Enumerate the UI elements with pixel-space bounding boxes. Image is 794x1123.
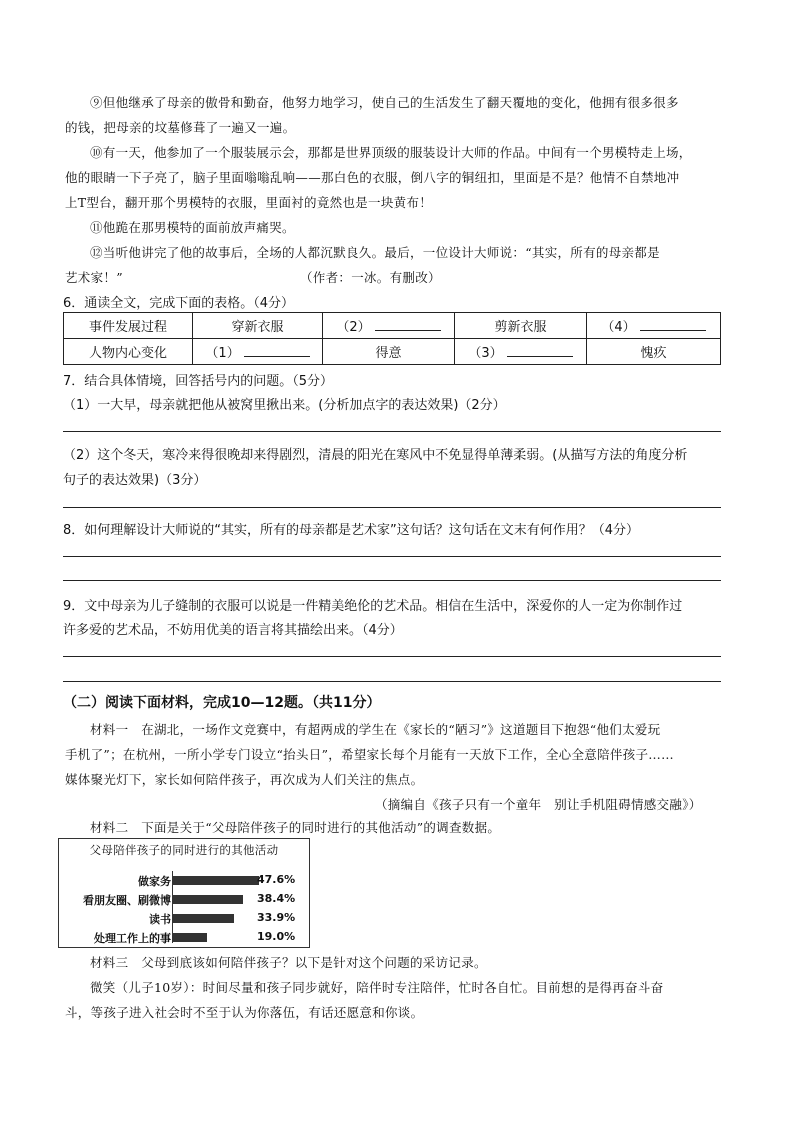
answer-line[interactable] xyxy=(63,656,721,657)
passage-p10-line3: 上T型台，翻开那个男模特的衣服，里面衬的竟然也是一块黄布！ xyxy=(65,195,433,210)
answer-blank[interactable] xyxy=(507,344,573,357)
q6-cell[interactable] xyxy=(587,313,721,339)
answer-line[interactable] xyxy=(63,681,721,682)
passage-p10-line2: 他的眼睛一下子亮了，脑子里面嗡嗡乱响——那白色的衣服，倒八字的铜纽扣，里面是不是？他情不自禁地冲 xyxy=(65,170,680,185)
material3: 材料三 父母到底该如何陪伴孩子？以下是针对这个问题的采访记录。 xyxy=(90,955,487,970)
bar xyxy=(173,876,259,885)
q6-cell: 人物内心变化 xyxy=(64,339,193,365)
material1-line3: 媒体聚光灯下，家长如何陪伴孩子，再次成为人们关注的焦点。 xyxy=(65,772,424,787)
passage-p12-line2: 艺术家！” xyxy=(65,270,123,285)
material1-line2: 手机了”；在杭州，一所小学专门设立“抬头日”，希望家长每个月能有一天放下工作，全心全意陪伴孩子…… xyxy=(65,747,674,762)
answer-blank[interactable] xyxy=(375,318,441,331)
q7-sub2-line2: 句子的表达效果)（3分） xyxy=(63,473,207,488)
q6-cell: 事件发展过程 xyxy=(64,313,193,339)
bar-value-label: 33.9% xyxy=(257,911,296,924)
passage-p11: ⑪他跪在那男模特的面前放声痛哭。 xyxy=(90,220,295,235)
answer-line[interactable] xyxy=(63,580,721,581)
interview-line1: 微笑（儿子10岁）：时间尽量和孩子同步就好，陪伴时专注陪伴，忙时各自忙。目前想的是得再奋斗奋 xyxy=(90,980,664,995)
answer-line[interactable] xyxy=(63,556,721,557)
passage-p9-line2: 的钱，把母亲的坟墓修葺了一遍又一遍。 xyxy=(65,120,296,135)
survey-bar-chart xyxy=(58,838,310,948)
q6-table xyxy=(63,312,721,365)
bar-category-label: 做家务 xyxy=(138,875,171,888)
section2-heading: （二）阅读下面材料，完成10—12题。（共11分） xyxy=(63,695,381,711)
passage-p12-line1: ⑫当听他讲完了他的故事后，全场的人都沉默良久。最后，一位设计大师说：“其实，所有的母亲都是 xyxy=(90,245,660,260)
q9-stem-line2: 许多爱的艺术品，不妨用优美的语言将其描绘出来。（4分） xyxy=(63,623,403,638)
bar-category-label: 处理工作上的事 xyxy=(94,932,171,945)
bar xyxy=(173,933,207,942)
material1-source: （摘编自《孩子只有一个童年 别让手机阻碍情感交融》） xyxy=(375,797,702,812)
passage-source: （作者：一冰。有删改） xyxy=(300,270,441,285)
q6-cell: 愧疚 xyxy=(587,339,721,365)
q9-stem-line1: 9．文中母亲为儿子缝制的衣服可以说是一件精美绝伦的艺术品。相信在生活中，深爱你的人一定为你制作过 xyxy=(63,599,683,614)
q6-cell[interactable] xyxy=(323,313,455,339)
q6-stem: 6．通读全文，完成下面的表格。（4分） xyxy=(63,296,295,311)
chart-title: 父母陪伴孩子的同时进行的其他活动 xyxy=(89,843,279,857)
material2: 材料二 下面是关于“父母陪伴孩子的同时进行的其他活动”的调查数据。 xyxy=(90,820,501,835)
q6-cell[interactable] xyxy=(455,339,587,365)
q6-label: （4） xyxy=(601,320,636,335)
interview-line2: 斗，等孩子进入社会时不至于认为你落伍，有话还愿意和你谈。 xyxy=(65,1005,424,1020)
bar-value-label: 19.0% xyxy=(257,930,296,943)
q6-label: （1） xyxy=(205,346,240,361)
q6-cell: 穿新衣服 xyxy=(193,313,323,339)
q7-stem: 7．结合具体情境，回答括号内的问题。（5分） xyxy=(63,374,334,389)
answer-blank[interactable] xyxy=(640,318,706,331)
answer-line[interactable] xyxy=(63,431,721,432)
bar xyxy=(173,895,243,904)
bar xyxy=(173,914,234,923)
q6-row-events xyxy=(64,313,721,339)
q6-cell: 得意 xyxy=(323,339,455,365)
answer-blank[interactable] xyxy=(244,344,310,357)
passage-p10-line1: ⑩有一天，他参加了一个服装展示会，那都是世界顶级的服装设计大师的作品。中间有一个男模特走上场， xyxy=(90,145,692,160)
bar-category-label: 读书 xyxy=(149,913,171,926)
passage-p9-line1: ⑨但他继承了母亲的傲骨和勤奋，他努力地学习，使自己的生活发生了翻天覆地的变化，他拥有很多很多 xyxy=(90,95,679,110)
answer-line[interactable] xyxy=(63,507,721,508)
bar-category-label: 看朋友圈、刷微博 xyxy=(83,894,171,907)
q7-sub1: （1）一大早，母亲就把他从被窝里揪出来。(分析加点字的表达效果)（2分） xyxy=(63,398,506,413)
q6-cell[interactable] xyxy=(193,339,323,365)
q6-row-feelings xyxy=(64,339,721,365)
q6-label: （2） xyxy=(336,320,371,335)
bar-value-label: 38.4% xyxy=(257,892,296,905)
q6-label: （3） xyxy=(468,346,503,361)
q6-cell: 剪新衣服 xyxy=(455,313,587,339)
material1-line1: 材料一 在湖北，一场作文竞赛中，有超两成的学生在《家长的“陋习”》这道题目下抱怨“他们太爱玩 xyxy=(90,722,661,737)
q7-sub2-line1: （2）这个冬天，寒冷来得很晚却来得剧烈，清晨的阳光在寒风中不免显得单薄柔弱。(从描写方法的角度分析 xyxy=(63,448,688,463)
q8-stem: 8．如何理解设计大师说的“其实，所有的母亲都是艺术家”这句话？这句话在文末有何作用？（4分） xyxy=(63,523,640,538)
bar-value-label: 47.6% xyxy=(257,873,296,886)
